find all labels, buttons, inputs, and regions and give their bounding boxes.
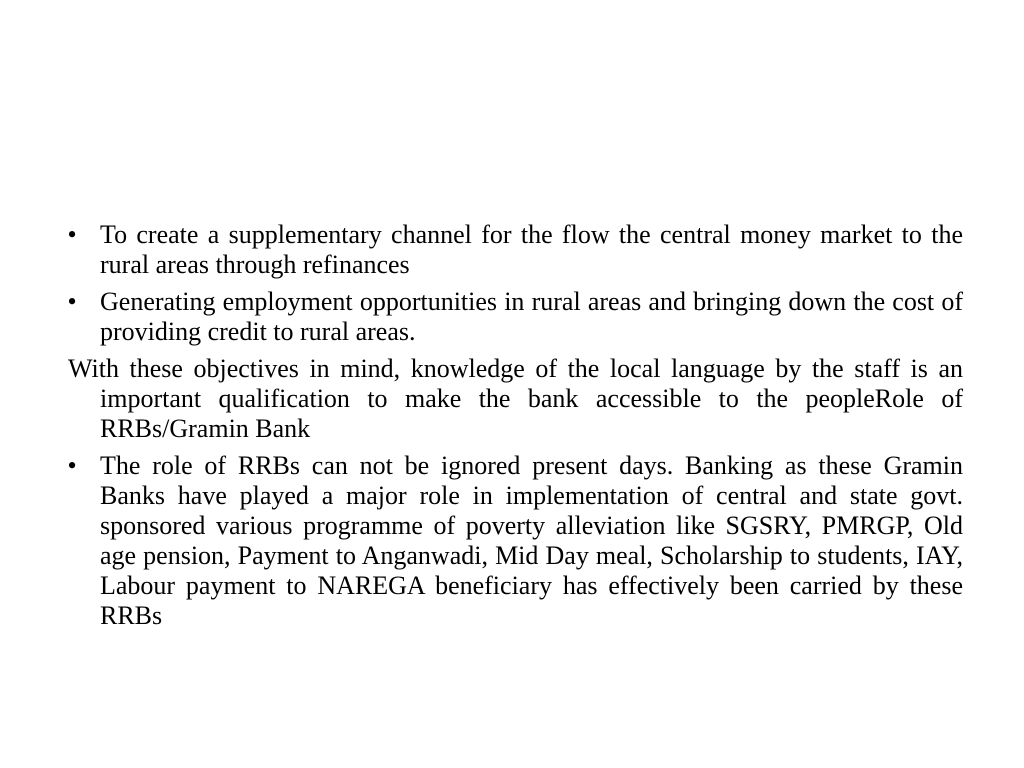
bullet-text: To create a supplementary channel for the flow the central money market to the rural areas through refinances [100,220,963,279]
bullet-item [64,220,963,280]
bullet-text: Generating employment opportunities in rural areas and bringing down the cost of providing credit to rural areas. [100,287,963,346]
bullet-icon: • [67,451,77,480]
bullet-item [64,287,963,347]
paragraph-text: With these objectives in mind, knowledge of the local language by the staff is an important qualification to make the bank accessible to the peopleRole of RRBs/Gramin Bank [68,354,963,443]
slide-body [64,220,963,638]
plain-paragraph [64,354,963,444]
bullet-item [64,451,963,631]
bullet-icon: • [67,220,77,249]
bullet-text: The role of RRBs can not be ignored present days. Banking as these Gramin Banks have played a major role in implementation of central and state govt. sponsored various programme of poverty alleviation like SGSRY, PMRGP, Old age pension, Payment to Anganwadi, Mid Day meal, Scholarship to students, IAY, Labour payment to NAREGA beneficiary has effectively been carried by these RRBs [100,451,963,630]
bullet-icon: • [67,287,77,316]
